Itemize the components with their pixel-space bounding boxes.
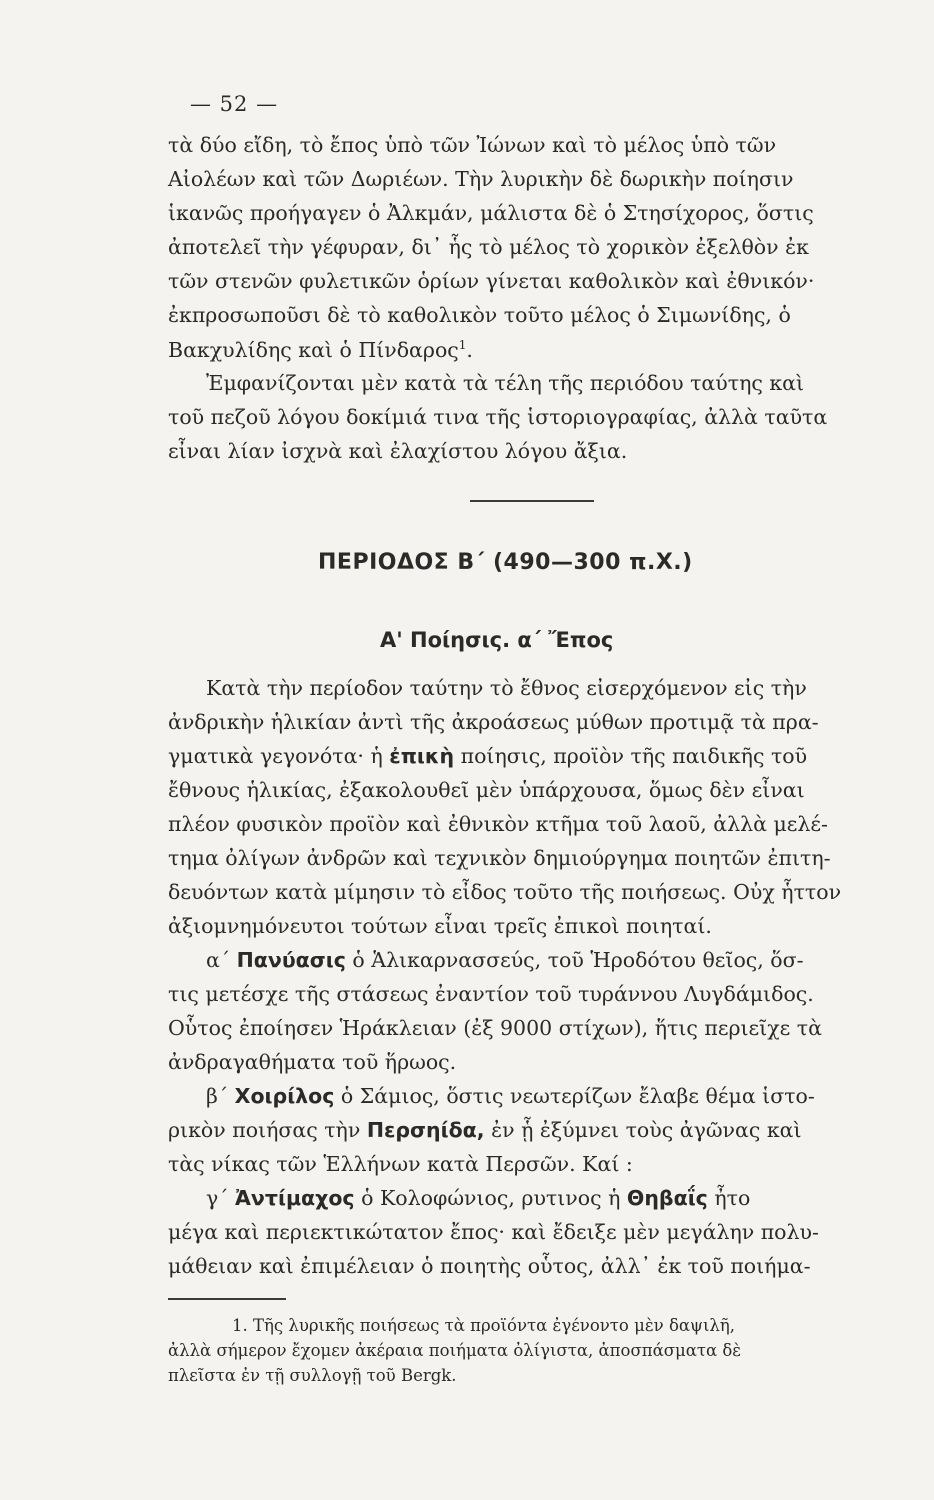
body-text: ὁ Ἁλικαρνασσεύς, τοῦ Ἡροδότου θεῖος, ὅσ- — [352, 948, 804, 972]
body-line: ἔθνους ἡλικίας, ἐξακολουθεῖ μὲν ὑπάρχουσα, ὅμως δὲν εἶναι — [168, 778, 805, 802]
bold-term: ἐπικὴ — [389, 744, 455, 768]
body-line: Αἰολέων καὶ τῶν Δωριέων. Τὴν λυρικὴν δὲ δωρικὴν ποίησιν — [168, 167, 794, 191]
body-line: Οὗτος ἐποίησεν Ἡράκλειαν (ἐξ 9000 στίχων), ἥτις περιεῖχε τὰ — [168, 1016, 822, 1040]
body-text: ρικὸν ποιήσας τὴν — [168, 1118, 361, 1142]
body-text: ποίησις, προϊὸν τῆς παιδικῆς τοῦ — [460, 744, 808, 768]
footnote-line: ἀλλὰ σήμερον ἔχομεν ἀκέραια ποιήματα ὀλίγιστα, ἀποσπάσματα δὲ — [168, 1341, 742, 1360]
body-text: ὁ Κολοφώνιος, ρυτινος ἡ — [361, 1186, 621, 1210]
body-line: μάθειαν καὶ ἐπιμέλειαν ὁ ποιητὴς οὗτος, ἀλλ᾽ ἐκ τοῦ ποιήμα- — [168, 1254, 811, 1278]
body-line: τις μετέσχε τῆς στάσεως ἐναντίον τοῦ τυράννου Λυγδάμιδος. — [168, 982, 814, 1006]
footnote-line: 1. Τῆς λυρικῆς ποιήσεως τὰ προϊόντα ἐγένοντο μὲν δαψιλῆ, — [232, 1316, 736, 1335]
body-line: δευόντων κατὰ μίμησιν τὸ εἶδος τοῦτο τῆς ποιήσεως. Οὐχ ἧττον — [168, 880, 842, 904]
body-text: Βακχυλίδης καὶ ὁ Πίνδαρος — [168, 337, 459, 362]
body-line: ἀξιομνημόνευτοι τούτων εἶναι τρεῖς ἐπικοὶ ποιηταί. — [168, 914, 712, 938]
body-line: ἐκπροσωποῦσι δὲ τὸ καθολικὸν τοῦτο μέλος ὁ Σιμωνίδης, ὁ — [168, 303, 791, 327]
period-heading: ΠΕΡΙΟΔΟΣ Β΄ (490—300 π.Χ.) — [318, 550, 693, 575]
list-marker: α΄ — [206, 948, 231, 972]
footnote-divider — [168, 1298, 286, 1300]
body-line: Ἐμφανίζονται μὲν κατὰ τὰ τέλη τῆς περιόδου ταύτης καὶ — [206, 371, 805, 395]
footnote-marker: 1 — [458, 338, 467, 352]
body-line — [206, 950, 804, 971]
page-number: — 52 — — [190, 92, 279, 116]
footnote-line: πλεῖστα ἐν τῇ συλλογῇ τοῦ Bergk. — [168, 1366, 457, 1385]
body-line: πλέον φυσικὸν προϊὸν καὶ ἐθνικὸν κτῆμα τοῦ λαοῦ, ἀλλὰ μελέ- — [168, 812, 828, 836]
body-line: τῶν στενῶν φυλετικῶν ὁρίων γίνεται καθολικὸν καὶ ἐθνικόν· — [168, 269, 815, 293]
body-line: ἀποτελεῖ τὴν γέφυραν, δι᾽ ἧς τὸ μέλος τὸ χορικὸν ἐξελθὸν ἐκ — [168, 235, 809, 259]
body-line: τοῦ πεζοῦ λόγου δοκίμιά τινα τῆς ἱστοριογραφίας, ἀλλὰ ταῦτα — [168, 405, 828, 429]
work-title: Περσηίδα, — [366, 1118, 485, 1142]
poet-name: Χοιρίλος — [234, 1084, 335, 1108]
section-heading: Α' Ποίησις. α΄ Ἔπος — [380, 628, 614, 652]
body-text: γματικὰ γεγονότα· ἡ — [168, 744, 383, 768]
list-marker: β΄ — [206, 1084, 229, 1108]
body-line: ἀνδραγαθήματα τοῦ ἥρωος. — [168, 1050, 457, 1074]
poet-name: Πανύασις — [236, 948, 346, 972]
body-line: ἱκανῶς προήγαγεν ὁ Ἀλκμάν, μάλιστα δὲ ὁ Στησίχορος, ὅστις — [168, 201, 814, 225]
body-line — [206, 1086, 815, 1107]
body-line — [206, 1188, 750, 1209]
body-text: ὁ Σάμιος, ὅστις νεωτερίζων ἔλαβε θέμα ἱστο- — [340, 1084, 815, 1108]
section-divider — [470, 500, 594, 502]
body-line: εἶναι λίαν ἰσχνὰ καὶ ἐλαχίστου λόγου ἄξια. — [168, 439, 628, 463]
body-text: ἐν ᾗ ἐξύμνει τοὺς ἀγῶνας καὶ — [491, 1118, 802, 1142]
body-text: ἦτο — [714, 1186, 751, 1210]
body-line: τὰ δύο εἴδη, τὸ ἔπος ὑπὸ τῶν Ἰώνων καὶ τὸ μέλος ὑπὸ τῶν — [168, 133, 777, 157]
body-line: Βακχυλίδης καὶ ὁ Πίνδαρος$^1$. — [168, 337, 473, 362]
poet-name: Ἀντίμαχος — [235, 1186, 355, 1210]
body-line: τημα ὀλίγων ἀνδρῶν καὶ τεχνικὸν δημιούργημα ποιητῶν ἐπιτη- — [168, 846, 831, 870]
body-line: τὰς νίκας τῶν Ἑλλήνων κατὰ Περσῶν. Καί : — [168, 1152, 633, 1176]
work-title: Θηβαΐς — [626, 1186, 708, 1210]
body-line: ἀνδρικὴν ἡλικίαν ἀντὶ τῆς ἀκροάσεως μύθων προτιμᾷ τὰ πρα- — [168, 710, 819, 734]
body-line — [168, 1120, 802, 1141]
body-line: Κατὰ τὴν περίοδον ταύτην τὸ ἔθνος εἰσερχόμενον εἰς τὴν — [206, 676, 807, 700]
body-line — [168, 746, 807, 767]
body-line: μέγα καὶ περιεκτικώτατον ἔπος· καὶ ἔδειξε μὲν μεγάλην πολυ- — [168, 1220, 819, 1244]
list-marker: γ΄ — [206, 1186, 229, 1210]
